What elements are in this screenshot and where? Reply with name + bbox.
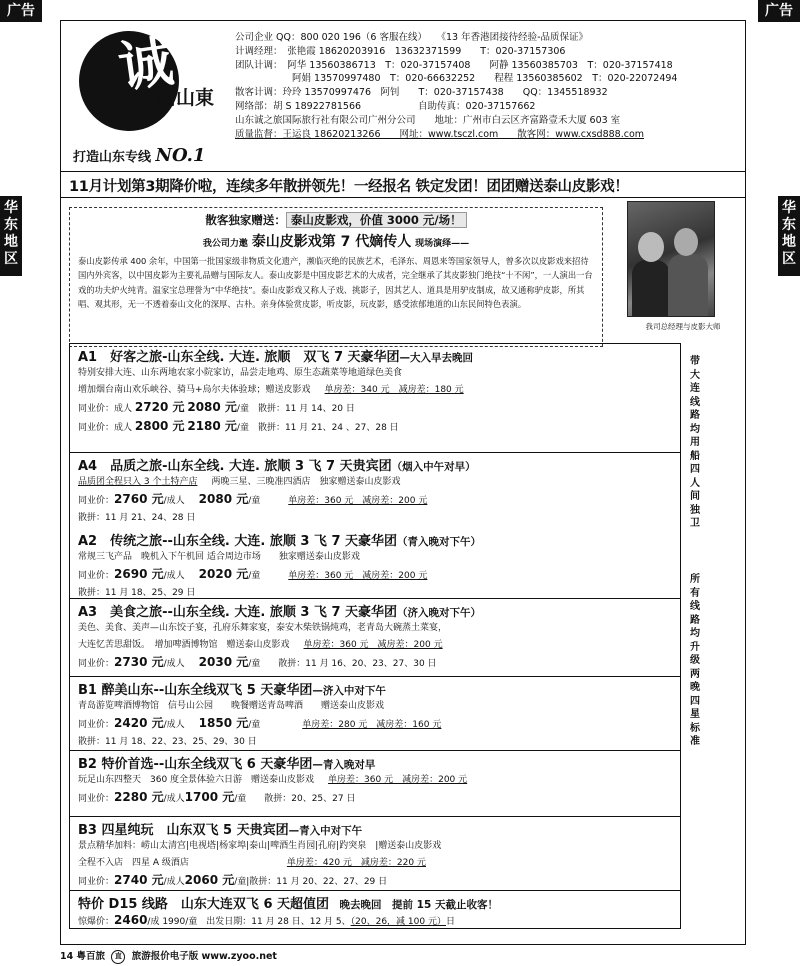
tour-title: A1 好客之旅-山东全线. 大连. 旅顺 双飞 7 天豪华团—大入早去晚回	[78, 350, 474, 365]
logo-slogan: 打造山东专线 NO.1	[73, 145, 206, 166]
tour-title: A4 品质之旅-山东全线. 大连. 旅顺 3 飞 7 天贵宾团（烟入中午对早）	[78, 459, 476, 474]
tour-a2: A2 传统之旅--山东全线. 大连. 旅顺 3 飞 7 天豪华团（青入晚对下午） 常规三飞产品 晚机入下午机回 适合周边市场 独家赠送泰山皮影戏 同业价：2690 元/成人 2020 元/童 单房差：360 元 减房差：200 元 散拼：11 月 18、25、29 日	[70, 528, 680, 594]
tour-b2: B2 特价首选--山东全线双飞 6 天豪华团—青入晚对早 玩足山东四整天 360 度全景体验六日游 赠送泰山皮影戏 单房差：360 元 减房差：200 元 同业价：2280 元/成人1700 元/童 散拼：20、25、27 日	[70, 750, 680, 810]
manager-photo	[627, 201, 715, 317]
photo-caption: 我司总经理与皮影大师	[645, 322, 721, 331]
publication-name: 粤百旅	[76, 951, 106, 962]
tour-list	[69, 343, 681, 929]
contact-line: 团队计调： 阿华 13560386713 T：020-37157408 阿静 13560385703 T：020-37157418	[235, 59, 673, 71]
promo-gift-line: 散客独家赠送： 泰山皮影戏，价值 3000 元/场！	[78, 212, 594, 228]
contact-block	[235, 31, 745, 141]
promo-gift-badge: 泰山皮影戏，价值 3000 元/场！	[286, 212, 467, 228]
side-note-ship: 带 大 连 线 路 均 用 船 四 人 间 独 卫	[690, 356, 700, 529]
contact-line: 计调经理： 张艳霞 18620203916 13632371599 T：020-37157306	[235, 45, 566, 57]
logo-sub-text: 信山東	[157, 87, 215, 109]
side-note-hotel: 所 有 线 路 均 升 级 两 晚 四 星 标 准	[690, 574, 700, 747]
footer-site: 旅游报价电子版 www.zyoo.net	[131, 951, 277, 962]
logo-main-char: 诚	[114, 28, 178, 100]
region-tag-left: 华 东 地 区	[0, 196, 22, 276]
promo-artist-line: 我公司力邀 泰山皮影戏第 7 代嫡传人 现场演绎——	[202, 234, 470, 250]
tour-b1: B1 醉美山东--山东全线双飞 5 天豪华团—济入中对下午 青岛游览啤酒博物馆 信号山公园 晚餐赠送青岛啤酒 赠送泰山皮影戏 同业价：2420 元/成人 1850 元/童 单房差：280 元 减房差：160 元 散拼：11 月 18、22、23、25、29、30 日	[70, 676, 680, 750]
headline: 11月计划第3期降价啦，连续多年散拼领先！一经报名 铁定发团！团团赠送泰山皮影戏！	[69, 179, 629, 195]
contact-line: 质量监督：王运良 18620213266 网址：www.tsczl.com 散客网：www.cxsd888.com	[235, 128, 645, 140]
tour-title: A3 美食之旅--山东全线. 大连. 旅顺 3 飞 7 天豪华团（济入晚对下午）	[78, 605, 482, 620]
tour-a1: A1 好客之旅-山东全线. 大连. 旅顺 双飞 7 天豪华团—大入早去晚回 特别安排大连、山东两地农家小院家访，品尝走地鸡、原生态蔬菜等地道绿色美食 增加烟台南山欢乐峡谷、骑马+烏尔夫体验球；赠送皮影戏 单房差：340 元 减房差：180 元 同业价：成人 2720 元 2080 元/童 散拼：11 月 14、20 日 同业价：成人 2800 元 2180 元/童 散拼：11 月 21、24 、27、28 日	[70, 344, 680, 452]
promo-description: 泰山皮影传承 400 余年，中国第一批国家级非物质文化遗产，濒临灭绝的民族艺术，毛泽东、周恩来等国家领导人，曾多次以皮影戏来招待国内外宾客，以中国皮影为主要礼品赠与国际友人。泰山皮影是中国皮影艺术的大成者，完全继承了其皮影独门绝技“十不闲”，一人演出一台戏的功夫炉火纯青。温家宝总理誉为“中华绝技”。泰山皮影戏又称人子戏、挑影子，因其艺人、道具是用驴皮制成，故又通称驴皮影，所其唱、观其形，无一不透着泰山文化的深厚、古朴。亲身体验赏皮影，听皮影，玩皮影，感受浓郁地道的山东民间特色表演。	[78, 256, 593, 310]
header-divider	[61, 171, 745, 172]
tour-title: B1 醉美山东--山东全线双飞 5 天豪华团—济入中对下午	[78, 683, 386, 698]
company-logo	[67, 27, 227, 167]
contact-line: 散客计调：玲玲 13570997476 阿钊 T：020-37157438 QQ：1345518932	[235, 87, 608, 99]
page-footer	[60, 948, 460, 964]
shadow-play-promo	[69, 207, 603, 347]
tour-title: B3 四星纯玩 山东双飞 5 天贵宾团—青入中对下午	[78, 823, 363, 838]
publication-badge-icon: 直	[111, 950, 125, 964]
tour-d15: 特价 D15 线路 山东大连双飞 6 天超值团 晚去晚回 提前 15 天截止收客！ 惊爆价：2460/成 1990/童 出发日期：11 月 28 日、12 月 5、（20、26，减 100 元）日	[70, 890, 680, 930]
headline-divider	[61, 197, 745, 198]
header	[61, 21, 745, 171]
tour-title: A2 传统之旅--山东全线. 大连. 旅顺 3 飞 7 天豪华团（青入晚对下午）	[78, 534, 482, 549]
tour-title: B2 特价首选--山东全线双飞 6 天豪华团—青入晚对早	[78, 757, 376, 772]
tour-title: 特价 D15 线路 山东大连双飞 6 天超值团 晚去晚回 提前 15 天截止收客！	[78, 897, 498, 912]
contact-line: 山东诚之旅国际旅行社有限公司广州分公司 地址：广州市白云区齐富路壹禾大厦 603 室	[235, 114, 621, 126]
contact-line: 公司企业 QQ：800 020 196（6 客服在线） 《13 年香港团接待经验-品质保证》	[235, 32, 589, 43]
tour-b3: B3 四星纯玩 山东双飞 5 天贵宾团—青入中对下午 景点精华加料：崂山太清宫|电视塔|杨家埠|泰山|啤酒生肖园|孔府|趵突泉 |赠送泰山皮影戏 全程不入店 四星 A 级酒店 单房差：420 元 减房差：220 元 同业价：2740 元/成人2060 元/童|散拼：11 月 20、22、27、29 日	[70, 816, 680, 890]
page-number: 14	[60, 951, 74, 962]
tour-a4: A4 品质之旅-山东全线. 大连. 旅顺 3 飞 7 天贵宾团（烟入中午对早） 品质团全程只入 3 个土特产店 两晚三星、三晚准四酒店 独家赠送泰山皮影戏 同业价：2760 元/成人 2080 元/童 单房差：360 元 减房差：200 元 散拼：11 月 21、24、28 日	[70, 452, 680, 528]
tour-a3: A3 美食之旅--山东全线. 大连. 旅顺 3 飞 7 天豪华团（济入晚对下午） 美色、美食、美声—山东饺子宴，孔府乐舞家宴，泰安木柴铁锅炖鸡，老青岛大碗蒸土菜宴， 大连忆苦思甜饭。 增加啤酒博物馆 赠送泰山皮影戏 单房差：360 元 减房差：200 元 同业价：2730 元/成人 2030 元/童 散拼：11 月 16、20、23、27、30 日	[70, 598, 680, 674]
region-tag-right: 华 东 地 区	[778, 196, 800, 276]
ad-frame	[60, 20, 746, 945]
contact-line: 阿娟 13570997480 T：020-66632252 程程 13560385602 T：020-22072494	[235, 73, 678, 85]
ad-label-right: 广告	[758, 0, 800, 22]
contact-line: 网络部：胡 S 18922781566 自助传真：020-37157662	[235, 100, 536, 112]
ad-label-left: 广告	[0, 0, 42, 22]
